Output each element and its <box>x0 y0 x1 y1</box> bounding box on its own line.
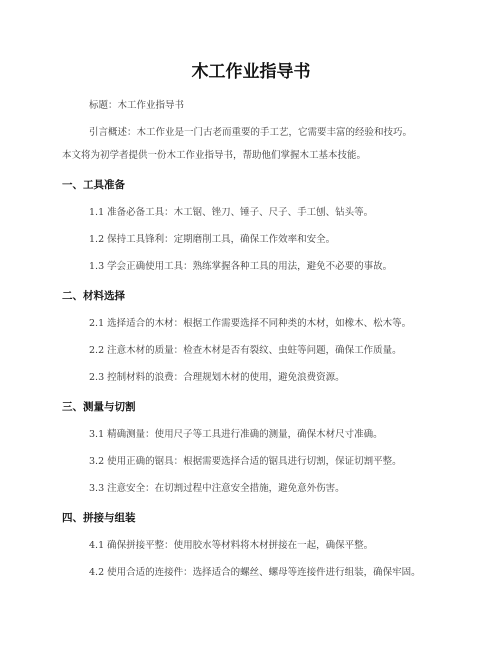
list-item: 2.3 控制材料的浪费：合理规划木材的使用，避免浪费资源。 <box>89 372 345 383</box>
section-heading-materials: 二、材料选择 <box>62 290 125 302</box>
list-item: 1.3 学会正确使用工具：熟练掌握各种工具的用法，避免不必要的事故。 <box>89 261 393 272</box>
list-item: 1.1 准备必备工具：木工锯、锉刀、锤子、尺子、手工刨、钻头等。 <box>89 207 374 218</box>
list-item: 1.2 保持工具锋利：定期磨削工具，确保工作效率和安全。 <box>89 234 336 245</box>
list-item: 2.2 注意木材的质量：检查木材是否有裂纹、虫蛀等问题，确保工作质量。 <box>89 345 402 356</box>
list-item: 4.1 确保拼接平整：使用胶水等材料将木材拼接在一起，确保平整。 <box>89 540 374 551</box>
section-heading-measure-cut: 三、测量与切割 <box>62 401 136 413</box>
subtitle-line: 标题：木工作业指导书 <box>89 100 185 111</box>
document-title: 木工作业指导书 <box>191 62 311 82</box>
section-heading-tools: 一、工具准备 <box>62 179 125 191</box>
list-item: 4.2 使用合适的连接件：选择适合的螺丝、螺母等连接件进行组装，确保牢固。 <box>89 567 421 578</box>
intro-line: 引言概述：木工作业是一门古老而重要的手工艺，它需要丰富的经验和技巧。 <box>89 127 413 138</box>
list-item: 3.3 注意安全：在切割过程中注意安全措施，避免意外伤害。 <box>89 483 345 494</box>
list-item: 2.1 选择适合的木材：根据工作需要选择不同种类的木材，如橡木、松木等。 <box>89 318 412 329</box>
list-item: 3.1 精确测量：使用尺子等工具进行准确的测量，确保木材尺寸准确。 <box>89 429 383 440</box>
intro-line: 本文将为初学者提供一份木工作业指导书，帮助他们掌握木工基本技能。 <box>62 150 367 161</box>
list-item: 3.2 使用正确的锯具：根据需要选择合适的锯具进行切割，保证切割平整。 <box>89 456 402 467</box>
section-heading-assembly: 四、拼接与组装 <box>62 512 136 524</box>
